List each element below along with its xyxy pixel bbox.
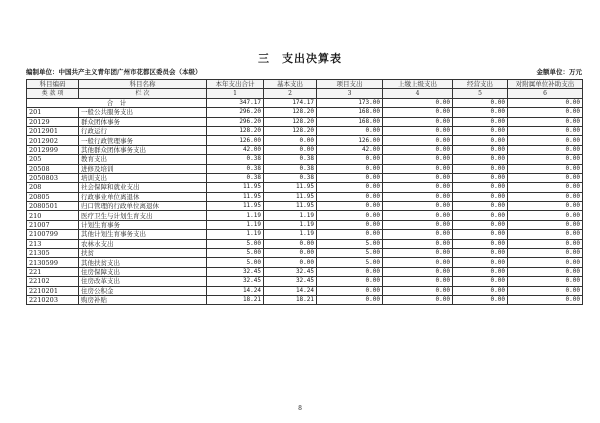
amount-cell: 11.95	[207, 192, 264, 201]
account-name: 社会保障和就业支出	[79, 183, 207, 192]
account-name: 行政运行	[79, 126, 207, 135]
account-name: 其他计划生育事务支出	[79, 230, 207, 239]
table-row	[27, 211, 583, 220]
amount-cell: 1.19	[207, 230, 264, 239]
header-cell: 科目名称	[79, 80, 207, 89]
amount-cell: 0.00	[317, 164, 383, 173]
amount-cell: 11.95	[207, 202, 264, 211]
header-cell: 项目支出	[317, 80, 383, 89]
amount-cell: 0.00	[317, 192, 383, 201]
account-name: 进修及培训	[79, 164, 207, 173]
amount-cell: 0.00	[317, 155, 383, 164]
total-row	[27, 98, 583, 107]
amount-cell: 0.00	[453, 183, 508, 192]
account-name: 住房保障支出	[79, 267, 207, 276]
amount-cell: 0.00	[383, 258, 453, 267]
amount-cell: 0.00	[383, 173, 453, 182]
table-row	[27, 202, 583, 211]
account-name: 其他群众团体事务支出	[79, 145, 207, 154]
account-name: 一般行政管理事务	[79, 136, 207, 145]
amount-cell: 0.38	[264, 173, 317, 182]
amount-cell: 126.00	[317, 136, 383, 145]
table-row	[27, 239, 583, 248]
amount-cell: 5.00	[317, 239, 383, 248]
amount-cell: 0.00	[453, 192, 508, 201]
amount-cell: 0.00	[264, 136, 317, 145]
amount-cell: 0.00	[383, 211, 453, 220]
account-name: 其他扶贫支出	[79, 258, 207, 267]
table-row	[27, 126, 583, 135]
amount-cell: 128.20	[264, 108, 317, 117]
amount-cell: 0.00	[508, 220, 583, 229]
amount-cell: 0.00	[508, 155, 583, 164]
column-index-cell: 5	[453, 89, 508, 98]
amount-cell: 0.00	[317, 211, 383, 220]
header-cell: 对附属单位补助支出	[508, 80, 583, 89]
total-value: 347.17	[207, 98, 264, 107]
amount-cell: 0.00	[383, 267, 453, 276]
amount-cell: 32.45	[264, 267, 317, 276]
amount-cell: 0.00	[383, 155, 453, 164]
account-code: 21305	[27, 249, 79, 258]
compiling-unit: 编制单位：中国共产主义青年团广州市花都区委员会（本级）	[26, 68, 202, 76]
table-row	[27, 277, 583, 286]
amount-cell: 0.00	[317, 173, 383, 182]
table-row	[27, 192, 583, 201]
amount-cell: 0.00	[383, 126, 453, 135]
amount-cell: 0.00	[508, 164, 583, 173]
account-code: 20805	[27, 192, 79, 201]
amount-cell: 11.95	[264, 192, 317, 201]
amount-cell: 0.00	[317, 230, 383, 239]
amount-cell: 0.00	[317, 295, 383, 304]
amount-cell: 168.00	[317, 117, 383, 126]
column-index-cell: 1	[207, 89, 264, 98]
amount-cell: 0.00	[453, 155, 508, 164]
amount-cell: 0.00	[383, 202, 453, 211]
amount-cell: 0.00	[453, 239, 508, 248]
amount-cell: 0.38	[207, 164, 264, 173]
amount-cell: 1.19	[264, 220, 317, 229]
table-row	[27, 230, 583, 239]
amount-cell: 5.00	[317, 258, 383, 267]
amount-cell: 0.00	[264, 258, 317, 267]
account-name: 购房补贴	[79, 295, 207, 304]
column-index-cell: 6	[508, 89, 583, 98]
amount-cell: 32.45	[207, 267, 264, 276]
amount-cell: 0.00	[264, 239, 317, 248]
amount-cell: 0.00	[383, 164, 453, 173]
account-name: 教育支出	[79, 155, 207, 164]
amount-cell: 0.00	[383, 230, 453, 239]
amount-cell: 42.00	[207, 145, 264, 154]
amount-cell: 0.00	[453, 117, 508, 126]
amount-cell: 0.00	[383, 220, 453, 229]
amount-cell: 0.00	[453, 230, 508, 239]
amount-cell: 0.00	[453, 258, 508, 267]
account-code: 208	[27, 183, 79, 192]
amount-cell: 0.00	[383, 117, 453, 126]
table-row	[27, 173, 583, 182]
amount-cell: 0.00	[383, 108, 453, 117]
account-name: 住房公积金	[79, 286, 207, 295]
total-value: 0.00	[453, 98, 508, 107]
header-cell: 本年支出合计	[207, 80, 264, 89]
amount-cell: 0.00	[453, 249, 508, 258]
amount-cell: 0.00	[508, 230, 583, 239]
amount-unit: 金额单位：万元	[536, 68, 582, 76]
column-index-cell: 2	[264, 89, 317, 98]
amount-cell: 0.00	[508, 192, 583, 201]
amount-cell: 0.00	[453, 295, 508, 304]
amount-cell: 0.00	[453, 202, 508, 211]
account-code: 213	[27, 239, 79, 248]
account-code: 2012901	[27, 126, 79, 135]
amount-cell: 0.00	[453, 267, 508, 276]
account-code: 205	[27, 155, 79, 164]
table-row	[27, 249, 583, 258]
amount-cell: 0.38	[207, 173, 264, 182]
amount-cell: 0.00	[453, 220, 508, 229]
amount-cell: 5.00	[207, 239, 264, 248]
total-value: 0.00	[383, 98, 453, 107]
account-code: 201	[27, 108, 79, 117]
amount-cell: 0.00	[383, 295, 453, 304]
amount-cell: 0.38	[264, 155, 317, 164]
amount-cell: 0.00	[453, 211, 508, 220]
amount-cell: 11.95	[207, 183, 264, 192]
amount-cell: 0.00	[317, 267, 383, 276]
total-value: 173.00	[317, 98, 383, 107]
column-index-cell: 类 款 项	[27, 89, 79, 98]
amount-cell: 0.00	[453, 145, 508, 154]
amount-cell: 0.00	[264, 145, 317, 154]
table-row	[27, 108, 583, 117]
account-code: 2100799	[27, 230, 79, 239]
page-number: 8	[298, 405, 302, 412]
account-name: 计划生育事务	[79, 220, 207, 229]
amount-cell: 0.00	[508, 136, 583, 145]
total-value: 0.00	[508, 98, 583, 107]
header-cell: 上缴上级支出	[383, 80, 453, 89]
header-cell: 基本支出	[264, 80, 317, 89]
amount-cell: 1.19	[264, 211, 317, 220]
account-code: 22102	[27, 277, 79, 286]
amount-cell: 128.20	[264, 126, 317, 135]
amount-cell: 0.00	[508, 258, 583, 267]
account-name: 群众团体事务	[79, 117, 207, 126]
amount-cell: 42.00	[317, 145, 383, 154]
amount-cell: 32.45	[264, 277, 317, 286]
amount-cell: 0.00	[508, 295, 583, 304]
amount-cell: 128.20	[207, 126, 264, 135]
table-row	[27, 136, 583, 145]
account-code: 2012902	[27, 136, 79, 145]
amount-cell: 0.00	[383, 249, 453, 258]
amount-cell: 0.00	[317, 220, 383, 229]
amount-cell: 1.19	[207, 220, 264, 229]
account-code: 20508	[27, 164, 79, 173]
amount-cell: 0.00	[317, 126, 383, 135]
table-row	[27, 164, 583, 173]
table-row	[27, 267, 583, 276]
amount-cell: 0.00	[508, 202, 583, 211]
amount-cell: 5.00	[317, 249, 383, 258]
amount-cell: 0.00	[453, 286, 508, 295]
account-name: 一般公共服务支出	[79, 108, 207, 117]
amount-cell: 0.00	[453, 164, 508, 173]
amount-cell: 0.00	[317, 286, 383, 295]
table-row	[27, 286, 583, 295]
amount-cell: 0.00	[453, 126, 508, 135]
amount-cell: 0.00	[383, 277, 453, 286]
amount-cell: 0.00	[508, 108, 583, 117]
amount-cell: 0.00	[383, 183, 453, 192]
amount-cell: 0.00	[508, 173, 583, 182]
amount-cell: 0.00	[383, 136, 453, 145]
column-index-cell: 4	[383, 89, 453, 98]
account-code: 2012999	[27, 145, 79, 154]
account-name: 农林水支出	[79, 239, 207, 248]
amount-cell: 5.00	[207, 249, 264, 258]
amount-cell: 0.00	[508, 249, 583, 258]
account-code: 210	[27, 211, 79, 220]
account-name: 医疗卫生与计划生育支出	[79, 211, 207, 220]
amount-cell: 0.00	[508, 211, 583, 220]
account-code: 2210201	[27, 286, 79, 295]
header-cell: 经营支出	[453, 80, 508, 89]
amount-cell: 5.00	[207, 258, 264, 267]
amount-cell: 296.20	[207, 108, 264, 117]
table-row	[27, 117, 583, 126]
amount-cell: 0.00	[508, 126, 583, 135]
account-name: 扶贫	[79, 249, 207, 258]
table-row	[27, 183, 583, 192]
account-name: 住房改革支出	[79, 277, 207, 286]
amount-cell: 0.00	[383, 239, 453, 248]
column-index-row	[27, 89, 583, 98]
amount-cell: 168.00	[317, 108, 383, 117]
table-row	[27, 295, 583, 304]
amount-cell: 0.00	[508, 286, 583, 295]
amount-cell: 0.00	[317, 202, 383, 211]
amount-cell: 18.21	[264, 295, 317, 304]
amount-cell: 0.00	[453, 136, 508, 145]
amount-cell: 11.95	[264, 183, 317, 192]
account-code: 20129	[27, 117, 79, 126]
amount-cell: 0.00	[508, 145, 583, 154]
account-code: 2050803	[27, 173, 79, 182]
amount-cell: 0.00	[383, 192, 453, 201]
account-code: 2130599	[27, 258, 79, 267]
amount-cell: 0.00	[317, 183, 383, 192]
amount-cell: 32.45	[207, 277, 264, 286]
account-code: 2080501	[27, 202, 79, 211]
amount-cell: 0.00	[383, 145, 453, 154]
page-title: 三 支出决算表	[258, 52, 342, 65]
amount-cell: 126.00	[207, 136, 264, 145]
column-index-cell: 3	[317, 89, 383, 98]
amount-cell: 14.24	[264, 286, 317, 295]
amount-cell: 128.20	[264, 117, 317, 126]
table-row	[27, 155, 583, 164]
amount-cell: 11.95	[264, 202, 317, 211]
account-name: 培训支出	[79, 173, 207, 182]
total-value: 174.17	[264, 98, 317, 107]
amount-cell: 0.00	[508, 267, 583, 276]
amount-cell: 14.24	[207, 286, 264, 295]
header-cell: 科目编码	[27, 80, 79, 89]
header-row	[27, 80, 583, 89]
amount-cell: 0.00	[453, 108, 508, 117]
amount-cell: 0.00	[453, 277, 508, 286]
amount-cell: 0.00	[508, 183, 583, 192]
expenditure-table	[26, 79, 583, 305]
amount-cell: 0.00	[508, 117, 583, 126]
amount-cell: 0.00	[264, 249, 317, 258]
account-code: 2210203	[27, 295, 79, 304]
amount-cell: 0.00	[453, 173, 508, 182]
amount-cell: 0.38	[207, 155, 264, 164]
amount-cell: 1.19	[264, 230, 317, 239]
total-label: 合 计	[27, 98, 207, 107]
table-row	[27, 258, 583, 267]
table-row	[27, 145, 583, 154]
amount-cell: 0.38	[264, 164, 317, 173]
amount-cell: 0.00	[508, 239, 583, 248]
column-index-cell: 栏 次	[79, 89, 207, 98]
account-code: 221	[27, 267, 79, 276]
amount-cell: 1.19	[207, 211, 264, 220]
amount-cell: 296.20	[207, 117, 264, 126]
amount-cell: 0.00	[383, 286, 453, 295]
account-name: 行政事业单位离退休	[79, 192, 207, 201]
amount-cell: 0.00	[508, 277, 583, 286]
amount-cell: 0.00	[317, 277, 383, 286]
table-row	[27, 220, 583, 229]
account-code: 21007	[27, 220, 79, 229]
account-name: 归口管理的行政单位离退休	[79, 202, 207, 211]
amount-cell: 18.21	[207, 295, 264, 304]
